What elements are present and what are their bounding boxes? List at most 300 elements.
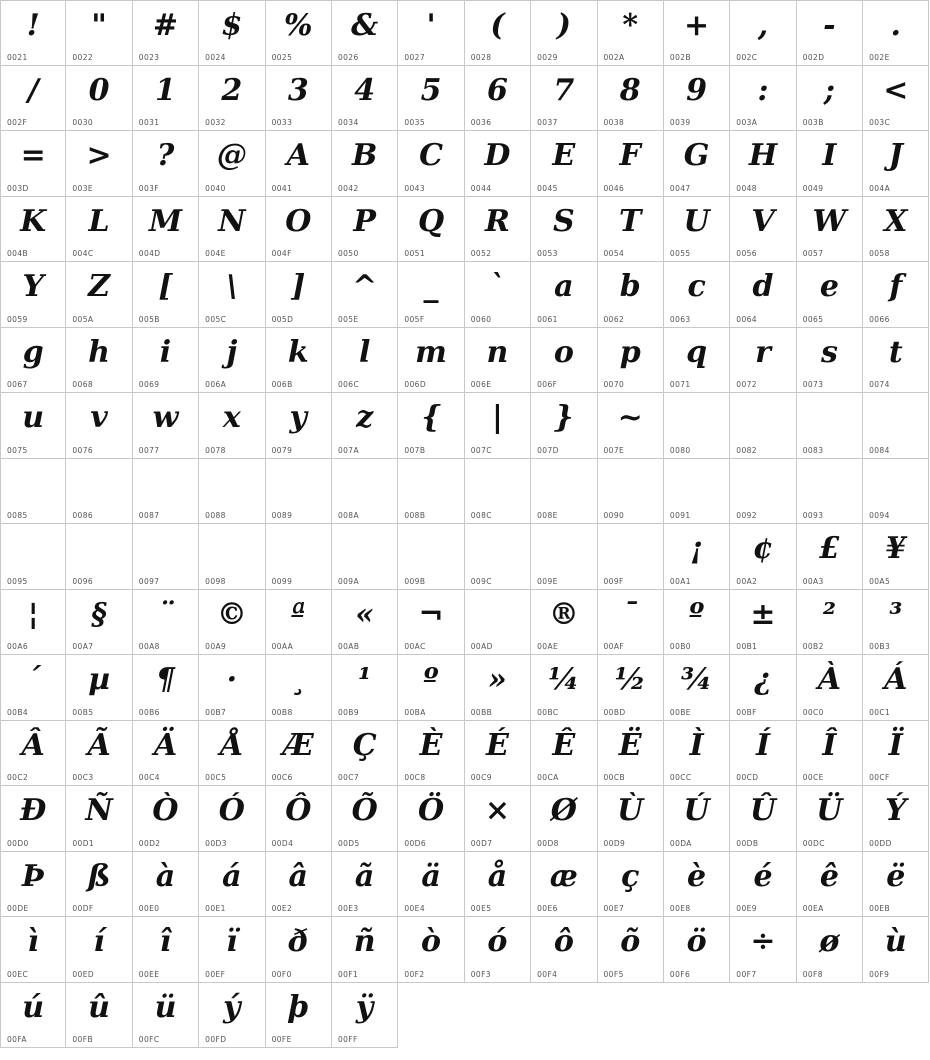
glyph-cell[interactable] <box>797 262 863 328</box>
glyph-codepoint: 00EF <box>205 969 226 979</box>
glyph-cell[interactable] <box>863 852 929 918</box>
glyph-character: è <box>687 858 707 894</box>
glyph-cell[interactable] <box>797 655 863 721</box>
glyph-cell[interactable] <box>0 786 66 852</box>
glyph-cell[interactable] <box>199 524 265 590</box>
glyph-codepoint: 0045 <box>537 183 558 193</box>
glyph-cell[interactable] <box>66 459 132 525</box>
glyph-cell[interactable] <box>199 983 265 1049</box>
glyph-character: ` <box>489 269 505 304</box>
glyph-cell[interactable] <box>863 590 929 656</box>
glyph-cell[interactable] <box>332 197 398 263</box>
glyph-cell[interactable] <box>730 852 796 918</box>
glyph-cell[interactable] <box>664 131 730 197</box>
glyph-cell[interactable] <box>531 262 597 328</box>
glyph-codepoint: 00BD <box>603 707 626 717</box>
glyph-codepoint: 00D4 <box>271 838 294 848</box>
glyph-cell[interactable] <box>0 524 66 590</box>
glyph-codepoint: 00F3 <box>470 969 491 979</box>
glyph-cell[interactable] <box>133 197 199 263</box>
glyph-cell[interactable] <box>66 983 132 1049</box>
glyph-cell[interactable] <box>266 66 332 132</box>
glyph-codepoint: 002D <box>802 52 825 62</box>
glyph-cell[interactable] <box>332 328 398 394</box>
glyph-cell[interactable] <box>664 459 730 525</box>
glyph-cell[interactable] <box>863 66 929 132</box>
glyph-cell[interactable] <box>266 131 332 197</box>
glyph-codepoint: 0076 <box>72 445 94 455</box>
glyph-cell[interactable] <box>332 66 398 132</box>
glyph-cell[interactable] <box>598 721 664 787</box>
glyph-cell[interactable] <box>797 852 863 918</box>
glyph-character <box>598 461 663 507</box>
glyph-codepoint: 00DC <box>802 838 825 848</box>
glyph-codepoint: 002F <box>7 118 28 127</box>
glyph-character: ä <box>421 858 441 894</box>
glyph-cell[interactable] <box>465 393 531 459</box>
glyph-cell[interactable] <box>133 852 199 918</box>
glyph-cell[interactable] <box>398 852 464 918</box>
glyph-cell[interactable] <box>199 131 265 197</box>
glyph-cell[interactable] <box>531 328 597 394</box>
glyph-cell[interactable] <box>266 393 332 459</box>
glyph-cell[interactable] <box>664 852 730 918</box>
glyph-codepoint: 004C <box>72 249 94 258</box>
glyph-cell[interactable] <box>730 0 796 66</box>
glyph-cell[interactable] <box>863 917 929 983</box>
glyph-cell[interactable] <box>0 197 66 263</box>
glyph-cell[interactable] <box>531 721 597 787</box>
glyph-cell[interactable] <box>0 721 66 787</box>
glyph-cell[interactable] <box>598 917 664 983</box>
glyph-cell[interactable] <box>0 0 66 66</box>
glyph-cell[interactable] <box>199 852 265 918</box>
glyph-cell[interactable] <box>199 0 265 66</box>
glyph-cell[interactable] <box>66 721 132 787</box>
glyph-cell[interactable] <box>199 197 265 263</box>
glyph-cell[interactable] <box>133 590 199 656</box>
glyph-cell[interactable] <box>66 197 132 263</box>
glyph-cell[interactable] <box>133 459 199 525</box>
glyph-cell[interactable] <box>133 721 199 787</box>
glyph-character: Ê <box>552 727 576 763</box>
glyph-character: ã <box>354 858 375 894</box>
glyph-cell[interactable] <box>863 0 929 66</box>
glyph-codepoint: 00C0 <box>802 707 824 717</box>
glyph-cell[interactable] <box>531 459 597 525</box>
glyph-character: K <box>20 203 47 239</box>
glyph-cell[interactable] <box>598 262 664 328</box>
glyph-cell[interactable] <box>465 131 531 197</box>
glyph-cell[interactable] <box>797 721 863 787</box>
glyph-cell[interactable] <box>66 524 132 590</box>
glyph-cell[interactable] <box>465 524 531 590</box>
glyph-cell[interactable] <box>797 0 863 66</box>
glyph-character: Ý <box>885 793 907 828</box>
glyph-cell[interactable] <box>398 655 464 721</box>
glyph-character: â <box>288 858 308 894</box>
glyph-cell[interactable] <box>730 262 796 328</box>
glyph-cell[interactable] <box>199 459 265 525</box>
glyph-cell[interactable] <box>332 459 398 525</box>
glyph-cell[interactable] <box>66 393 132 459</box>
glyph-cell[interactable] <box>398 590 464 656</box>
glyph-codepoint: 008C <box>470 511 492 520</box>
glyph-cell[interactable] <box>465 786 531 852</box>
glyph-codepoint: 00B5 <box>72 707 94 717</box>
glyph-cell[interactable] <box>797 786 863 852</box>
glyph-cell[interactable] <box>66 590 132 656</box>
glyph-cell[interactable] <box>332 852 398 918</box>
glyph-cell[interactable] <box>797 66 863 132</box>
glyph-cell[interactable] <box>199 590 265 656</box>
glyph-cell[interactable] <box>465 655 531 721</box>
glyph-cell[interactable] <box>266 786 332 852</box>
glyph-character <box>266 461 331 507</box>
glyph-cell[interactable] <box>863 524 929 590</box>
glyph-cell[interactable] <box>730 721 796 787</box>
glyph-cell[interactable] <box>266 328 332 394</box>
glyph-character: ý <box>223 989 241 1025</box>
glyph-cell[interactable] <box>66 852 132 918</box>
glyph-cell[interactable] <box>465 721 531 787</box>
glyph-cell[interactable] <box>332 786 398 852</box>
glyph-character: ¸ <box>290 662 306 697</box>
glyph-cell[interactable] <box>266 590 332 656</box>
glyph-cell[interactable] <box>598 524 664 590</box>
glyph-character: ÿ <box>355 989 374 1025</box>
glyph-codepoint: 0050 <box>337 249 359 258</box>
glyph-cell[interactable] <box>664 328 730 394</box>
glyph-cell[interactable] <box>266 459 332 525</box>
glyph-cell[interactable] <box>332 262 398 328</box>
glyph-codepoint: 0055 <box>669 249 691 258</box>
glyph-cell[interactable] <box>531 0 597 66</box>
glyph-codepoint: 002A <box>603 52 625 62</box>
glyph-cell[interactable] <box>398 0 464 66</box>
glyph-cell[interactable] <box>398 197 464 263</box>
glyph-cell[interactable] <box>797 917 863 983</box>
glyph-character: I <box>822 138 837 173</box>
glyph-cell[interactable] <box>398 917 464 983</box>
glyph-cell[interactable] <box>730 524 796 590</box>
glyph-cell[interactable] <box>0 328 66 394</box>
glyph-cell[interactable] <box>598 131 664 197</box>
glyph-cell[interactable] <box>398 786 464 852</box>
glyph-character <box>66 461 131 507</box>
glyph-cell[interactable] <box>664 393 730 459</box>
glyph-cell[interactable] <box>0 66 66 132</box>
glyph-character: & <box>351 8 379 43</box>
glyph-cell[interactable] <box>332 131 398 197</box>
glyph-cell[interactable] <box>531 917 597 983</box>
glyph-cell[interactable] <box>664 66 730 132</box>
glyph-cell[interactable] <box>199 393 265 459</box>
glyph-cell[interactable] <box>66 655 132 721</box>
glyph-codepoint: 00AF <box>603 642 625 651</box>
glyph-cell[interactable] <box>0 262 66 328</box>
glyph-cell[interactable] <box>863 721 929 787</box>
glyph-cell[interactable] <box>66 66 132 132</box>
glyph-cell[interactable] <box>797 524 863 590</box>
glyph-codepoint: 00D3 <box>205 838 227 848</box>
glyph-cell[interactable] <box>266 262 332 328</box>
glyph-cell[interactable] <box>531 786 597 852</box>
glyph-character <box>133 461 198 507</box>
glyph-cell[interactable] <box>0 983 66 1049</box>
glyph-codepoint: 0099 <box>271 576 293 586</box>
glyph-cell[interactable] <box>664 917 730 983</box>
glyph-cell[interactable] <box>0 393 66 459</box>
glyph-cell[interactable] <box>133 328 199 394</box>
glyph-cell[interactable] <box>863 459 929 525</box>
glyph-character: w <box>152 400 179 435</box>
glyph-character <box>398 461 463 507</box>
glyph-cell[interactable] <box>66 917 132 983</box>
glyph-character <box>531 526 596 572</box>
glyph-cell[interactable] <box>730 917 796 983</box>
glyph-character: E <box>552 138 576 173</box>
glyph-character: 5 <box>420 72 442 108</box>
glyph-cell[interactable] <box>730 459 796 525</box>
glyph-cell[interactable] <box>133 262 199 328</box>
glyph-cell[interactable] <box>465 459 531 525</box>
glyph-cell[interactable] <box>266 197 332 263</box>
glyph-cell[interactable] <box>133 983 199 1049</box>
glyph-cell[interactable] <box>531 197 597 263</box>
glyph-cell[interactable] <box>531 66 597 132</box>
glyph-cell[interactable] <box>199 917 265 983</box>
glyph-cell[interactable] <box>133 131 199 197</box>
glyph-cell[interactable] <box>398 66 464 132</box>
glyph-cell[interactable] <box>664 786 730 852</box>
glyph-cell[interactable] <box>133 917 199 983</box>
glyph-cell[interactable] <box>598 393 664 459</box>
glyph-character: j <box>226 334 238 370</box>
glyph-cell[interactable] <box>531 393 597 459</box>
glyph-cell[interactable] <box>863 197 929 263</box>
glyph-cell[interactable] <box>531 524 597 590</box>
glyph-cell[interactable] <box>531 655 597 721</box>
glyph-character: 7 <box>553 72 575 108</box>
glyph-cell[interactable] <box>465 197 531 263</box>
glyph-character: » <box>488 662 507 697</box>
glyph-cell[interactable] <box>730 131 796 197</box>
glyph-codepoint: 0061 <box>537 314 558 324</box>
glyph-cell[interactable] <box>863 131 929 197</box>
glyph-cell[interactable] <box>199 328 265 394</box>
glyph-character <box>730 395 795 441</box>
glyph-cell[interactable] <box>266 983 332 1049</box>
glyph-cell[interactable] <box>0 917 66 983</box>
glyph-cell[interactable] <box>797 131 863 197</box>
glyph-cell[interactable] <box>730 393 796 459</box>
glyph-codepoint: 00DD <box>869 838 892 848</box>
glyph-character: y <box>289 400 307 435</box>
glyph-codepoint: 00B3 <box>869 642 891 651</box>
glyph-cell[interactable] <box>598 459 664 525</box>
glyph-cell[interactable] <box>797 590 863 656</box>
glyph-cell[interactable] <box>730 328 796 394</box>
glyph-cell[interactable] <box>66 328 132 394</box>
glyph-cell[interactable] <box>398 262 464 328</box>
glyph-cell[interactable] <box>598 66 664 132</box>
glyph-cell[interactable] <box>730 655 796 721</box>
glyph-codepoint: 0029 <box>537 52 558 62</box>
glyph-cell[interactable] <box>797 197 863 263</box>
glyph-cell[interactable] <box>465 852 531 918</box>
glyph-cell[interactable] <box>664 524 730 590</box>
glyph-cell[interactable] <box>332 590 398 656</box>
glyph-cell[interactable] <box>199 786 265 852</box>
glyph-cell[interactable] <box>66 262 132 328</box>
glyph-codepoint: 008A <box>337 511 359 520</box>
glyph-cell[interactable] <box>465 66 531 132</box>
glyph-character: % <box>284 8 313 43</box>
glyph-cell[interactable] <box>863 262 929 328</box>
glyph-character: ú <box>22 989 45 1025</box>
glyph-codepoint: 0082 <box>736 445 757 455</box>
glyph-character: « <box>355 596 375 632</box>
glyph-cell[interactable] <box>730 197 796 263</box>
glyph-codepoint: 003D <box>7 183 29 193</box>
glyph-cell[interactable] <box>531 590 597 656</box>
glyph-character <box>266 526 331 572</box>
glyph-codepoint: 0073 <box>802 380 824 389</box>
glyph-cell[interactable] <box>797 459 863 525</box>
glyph-cell[interactable] <box>863 328 929 394</box>
glyph-cell[interactable] <box>398 721 464 787</box>
glyph-cell[interactable] <box>531 852 597 918</box>
glyph-cell[interactable] <box>332 393 398 459</box>
glyph-character <box>199 461 264 507</box>
glyph-cell[interactable] <box>199 66 265 132</box>
glyph-character: 4 <box>354 72 376 108</box>
glyph-cell[interactable] <box>664 197 730 263</box>
glyph-cell[interactable] <box>598 328 664 394</box>
glyph-character: à <box>155 858 176 894</box>
glyph-cell[interactable] <box>133 393 199 459</box>
glyph-cell[interactable] <box>398 393 464 459</box>
glyph-cell[interactable] <box>531 131 597 197</box>
glyph-codepoint: 002B <box>669 52 691 62</box>
glyph-cell[interactable] <box>465 328 531 394</box>
glyph-cell[interactable] <box>664 721 730 787</box>
glyph-cell[interactable] <box>0 459 66 525</box>
glyph-cell[interactable] <box>598 197 664 263</box>
glyph-cell[interactable] <box>398 459 464 525</box>
glyph-character: © <box>216 596 247 632</box>
glyph-cell[interactable] <box>332 721 398 787</box>
glyph-cell[interactable] <box>133 786 199 852</box>
glyph-cell[interactable] <box>863 655 929 721</box>
glyph-cell[interactable] <box>66 0 132 66</box>
glyph-cell[interactable] <box>465 590 531 656</box>
glyph-cell[interactable] <box>332 655 398 721</box>
glyph-character: ÷ <box>750 924 776 959</box>
glyph-cell[interactable] <box>598 590 664 656</box>
glyph-character: + <box>684 8 710 43</box>
glyph-cell[interactable] <box>863 393 929 459</box>
glyph-character: Ð <box>20 793 47 828</box>
glyph-cell[interactable] <box>66 131 132 197</box>
glyph-cell[interactable] <box>598 786 664 852</box>
glyph-cell[interactable] <box>199 262 265 328</box>
glyph-cell[interactable] <box>598 0 664 66</box>
glyph-cell[interactable] <box>199 655 265 721</box>
glyph-cell[interactable] <box>266 655 332 721</box>
glyph-cell[interactable] <box>664 262 730 328</box>
glyph-codepoint: 00B0 <box>669 642 691 651</box>
glyph-codepoint: 0028 <box>470 52 492 62</box>
glyph-cell[interactable] <box>199 721 265 787</box>
glyph-character: × <box>484 793 510 828</box>
glyph-cell[interactable] <box>465 262 531 328</box>
glyph-cell[interactable] <box>0 131 66 197</box>
glyph-cell[interactable] <box>266 721 332 787</box>
glyph-cell[interactable] <box>398 131 464 197</box>
glyph-cell[interactable] <box>266 0 332 66</box>
glyph-cell[interactable] <box>398 524 464 590</box>
glyph-cell[interactable] <box>266 524 332 590</box>
glyph-cell[interactable] <box>332 983 398 1049</box>
glyph-cell[interactable] <box>664 590 730 656</box>
glyph-character: v <box>90 400 108 435</box>
glyph-codepoint: 0057 <box>802 249 824 258</box>
glyph-codepoint: 0036 <box>470 118 492 127</box>
glyph-character <box>1 461 65 507</box>
glyph-cell[interactable] <box>863 786 929 852</box>
glyph-codepoint: 0060 <box>470 314 492 324</box>
glyph-cell[interactable] <box>332 524 398 590</box>
glyph-cell[interactable] <box>266 917 332 983</box>
glyph-cell[interactable] <box>598 655 664 721</box>
glyph-cell[interactable] <box>465 0 531 66</box>
glyph-cell[interactable] <box>797 328 863 394</box>
glyph-character: ª <box>290 596 306 632</box>
glyph-cell[interactable] <box>664 655 730 721</box>
glyph-codepoint: 0066 <box>869 314 890 324</box>
glyph-cell[interactable] <box>398 328 464 394</box>
glyph-cell[interactable] <box>332 0 398 66</box>
glyph-cell[interactable] <box>266 852 332 918</box>
glyph-cell[interactable] <box>133 655 199 721</box>
glyph-cell[interactable] <box>797 393 863 459</box>
glyph-cell[interactable] <box>465 917 531 983</box>
glyph-codepoint: 003C <box>869 118 891 127</box>
glyph-character: q <box>686 334 708 370</box>
glyph-cell[interactable] <box>598 852 664 918</box>
glyph-cell[interactable] <box>730 590 796 656</box>
glyph-cell[interactable] <box>133 66 199 132</box>
glyph-character: ¼ <box>548 662 580 697</box>
glyph-character: á <box>222 858 242 894</box>
glyph-cell[interactable] <box>664 0 730 66</box>
glyph-cell[interactable] <box>332 917 398 983</box>
glyph-cell[interactable] <box>0 590 66 656</box>
glyph-cell[interactable] <box>0 852 66 918</box>
glyph-codepoint: 00F2 <box>404 969 425 979</box>
glyph-cell[interactable] <box>133 524 199 590</box>
glyph-codepoint: 00F0 <box>271 969 292 979</box>
glyph-codepoint: 00F1 <box>337 969 359 979</box>
glyph-cell[interactable] <box>0 655 66 721</box>
glyph-cell[interactable] <box>66 786 132 852</box>
glyph-codepoint: 00C2 <box>7 773 29 782</box>
glyph-cell[interactable] <box>133 0 199 66</box>
glyph-cell[interactable] <box>730 66 796 132</box>
glyph-cell[interactable] <box>730 786 796 852</box>
